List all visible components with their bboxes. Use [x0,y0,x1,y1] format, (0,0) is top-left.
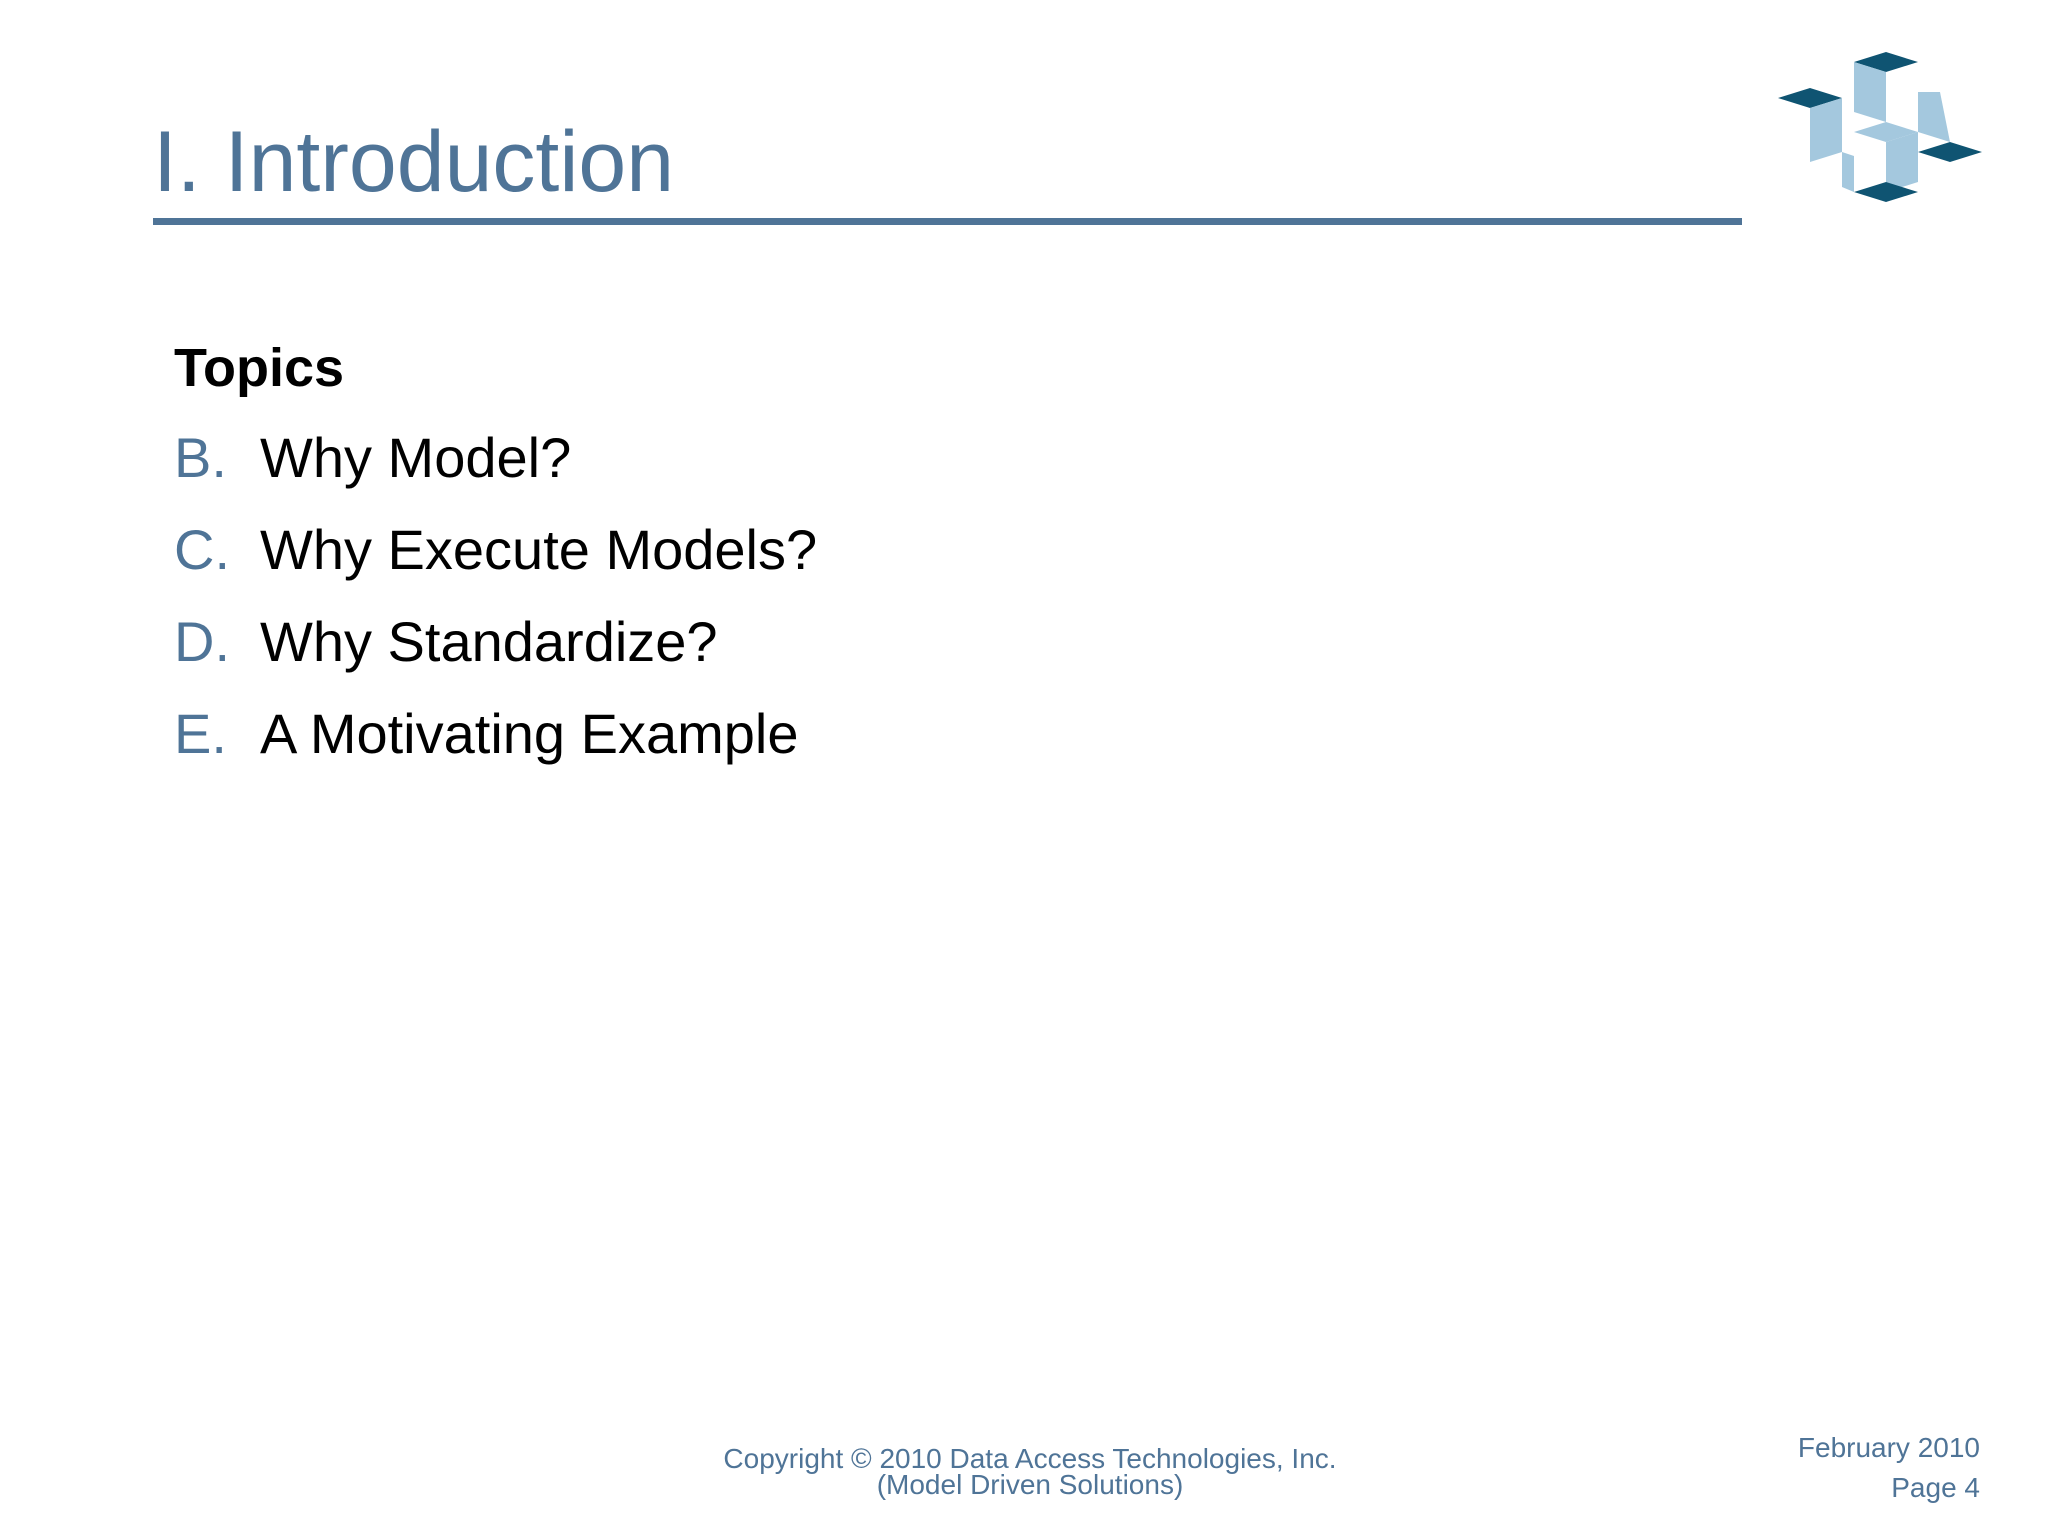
topics-heading: Topics [174,338,345,398]
footer-meta [1798,1428,1980,1508]
page-number: Page 4 [1891,1472,1980,1503]
list-item-text: Why Execute Models? [260,518,818,581]
list-item-letter: B. [174,426,227,489]
title-divider [153,218,1742,225]
company-logo-icon [1770,52,2000,212]
footer-copyright [600,1443,1460,1500]
list-item-text: Why Standardize? [260,610,718,673]
copyright-line: Copyright © 2010 Data Access Technologies, Inc. [723,1443,1337,1474]
list-item-text: Why Model? [260,426,572,489]
list-item-letter: C. [174,518,230,581]
list-item-text: A Motivating Example [260,702,799,765]
company-subtitle: (Model Driven Solutions) [876,1469,1184,1500]
list-item-letter: E. [174,702,227,765]
list-item-letter: D. [174,610,230,673]
page-title: I. Introduction [153,114,675,210]
footer-date: February 2010 [1797,1432,1980,1463]
